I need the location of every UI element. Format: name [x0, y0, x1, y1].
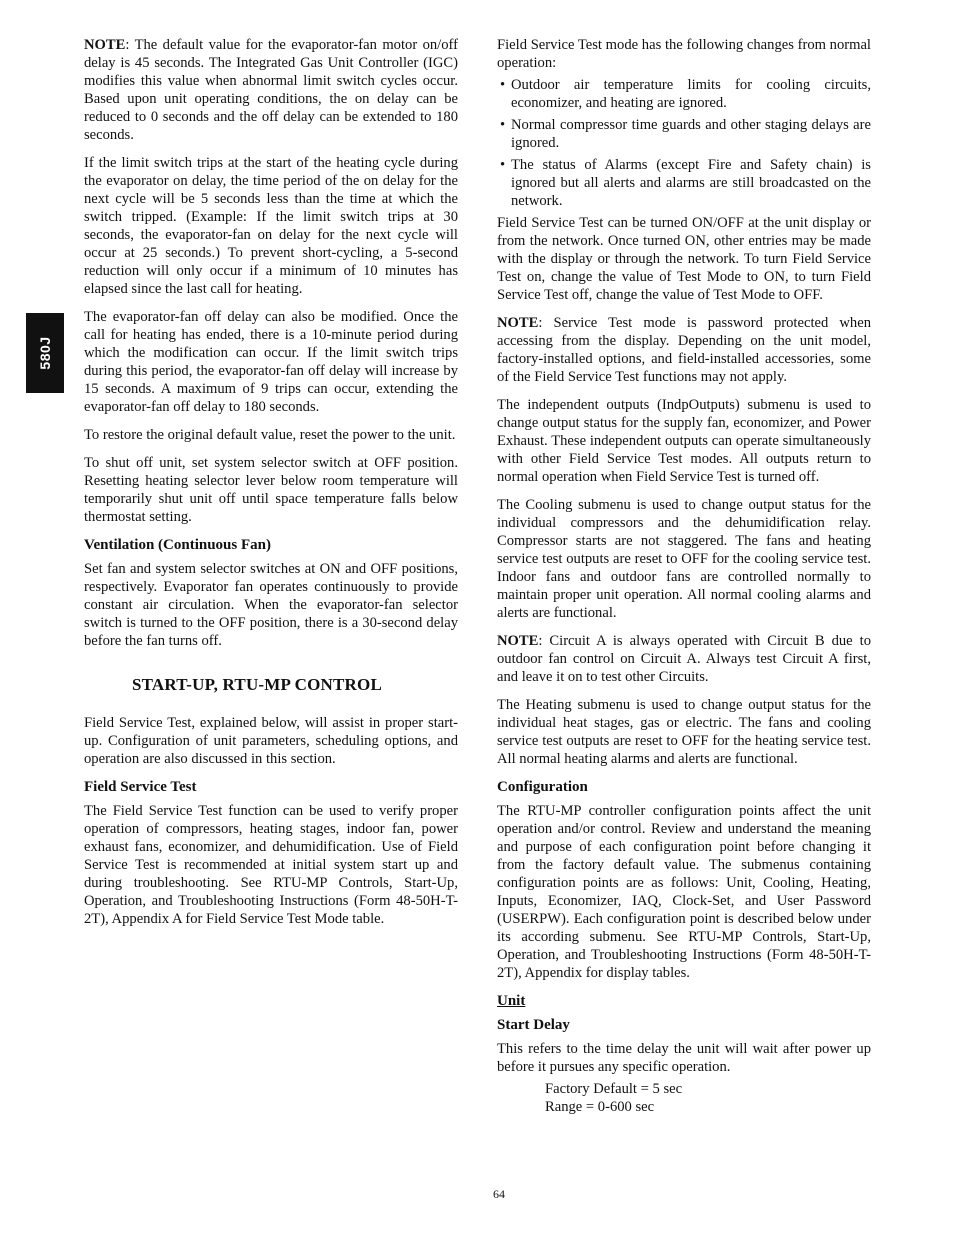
- paragraph-ventilation: Set fan and system selector switches at ON and OFF positions, respectively. Evaporator fan operates continuously to provide constant air circulation. When the evaporator-fan selector switch is turned to the OFF position, there is a 30-second delay before the fan turns off.: [84, 561, 458, 649]
- heading-start-delay: Start Delay: [497, 1017, 570, 1033]
- paragraph-cooling-submenu: The Cooling submenu is used to change output status for the individual compressors and the dehumidification relay. Compressor starts are not staggered. The fans and heating service test outputs are reset to OFF for the cooling service test. Indoor fans and outdoor fans are controlled normally to maintain proper unit operation. All normal cooling alarms and alerts are functional.: [497, 497, 871, 621]
- paragraph-independent-outputs: The independent outputs (IndpOutputs) submenu is used to change output status for the supply fan, economizer, and Power Exhaust. These independent outputs can operate simultaneously with other Field Service Test modes. All outputs return to normal operation when Field Service Test is turned off.: [497, 397, 871, 485]
- section-heading-startup: START-UP, RTU-MP CONTROL: [132, 675, 382, 694]
- heading-ventilation: Ventilation (Continuous Fan): [84, 537, 271, 553]
- heading-field-service-test: Field Service Test: [84, 779, 197, 795]
- note-evaporator-fan-delay: [84, 36, 458, 144]
- left-column: [84, 36, 458, 938]
- note-circuit-a: [497, 632, 871, 686]
- range-value: Range = 0-600 sec: [545, 1099, 655, 1115]
- note-password-protected: [497, 314, 871, 386]
- side-tab-label: 580J: [37, 336, 53, 370]
- right-column: [497, 36, 871, 1116]
- paragraph-restore-default: To restore the original default value, reset the power to the unit.: [84, 427, 456, 443]
- paragraph-limit-switch-trip: If the limit switch trips at the start of the heating cycle during the evaporator on delay, the time period of the on delay for the next cycle will be 5 seconds less than the time at which the switch tripped. (Example: If the limit switch trips at 30 seconds, the evaporator-fan on delay for the next cycle will occur at 25 seconds.) To prevent short-cycling, a 5-second reduction will only occur if a minimum of 10 minutes has elapsed since the last call for heating.: [84, 155, 458, 297]
- paragraph-start-delay: This refers to the time delay the unit will wait after power up before it pursues any specific operation.: [497, 1041, 871, 1075]
- heading-unit: Unit: [497, 993, 526, 1009]
- paragraph-field-service-test: The Field Service Test function can be used to verify proper operation of compressors, heating stages, indoor fan, power exhaust fans, economizer, and dehumidification. Use of Field Service Test is recommended at initial system start up and during troubleshooting. See RTU-MP Controls, Start-Up, Operation, and Troubleshooting Instructions (Form 48-50H-T-2T), Appendix A for Field Service Test Mode table.: [84, 803, 458, 927]
- page-number: 64: [493, 1187, 505, 1201]
- list-item: • The status of Alarms (except Fire and Safety chain) is ignored but all alerts and alarms are still broadcasted on the network.: [497, 156, 871, 210]
- paragraph-configuration: The RTU-MP controller configuration points affect the unit operation and/or control. Review and understand the meaning and purpose of each configuration point before changing it from the factory default value. The submenus containing configuration points are as follows: Unit, Cooling, Heating, Inputs, Economizer, IAQ, Clock-Set, and User Password (USERPW). Each configuration point is described below under its according submenu. See RTU-MP Controls, Start-Up, Operation, and Troubleshooting Instructions (Form 48-50H-T-2T), Appendix for display tables.: [497, 803, 871, 981]
- paragraph-shut-off-unit: To shut off unit, set system selector switch at OFF position. Resetting heating selector lever below room temperature will temporarily shut unit off until space temperature falls below thermostat setting.: [84, 455, 458, 525]
- side-tab: [26, 313, 64, 393]
- fst-changes-list: [497, 76, 871, 210]
- list-item: • Normal compressor time guards and other staging delays are ignored.: [497, 116, 871, 152]
- paragraph-fst-on-off: Field Service Test can be turned ON/OFF at the unit display or from the network. Once turned ON, other entries may be made with the display or through the network. To turn Field Service Test on, change the value of Test Mode to ON, to turn Field Service Test off, change the value of Test Mode to OFF.: [497, 215, 871, 303]
- note-text: : The default value for the evaporator-fan motor on/off delay is 45 seconds. The Integrated Gas Unit Controller (IGC) modifies this value when abnormal limit switch cycles occur. Based upon unit operating conditions, the on delay can be reduced to 0 seconds and the off delay can be extended to 180 seconds.: [84, 37, 458, 143]
- note-label: NOTE: [497, 633, 539, 649]
- heading-configuration: Configuration: [497, 779, 588, 795]
- note-label: NOTE: [84, 37, 126, 53]
- note-text: : Circuit A is always operated with Circuit B due to outdoor fan control on Circuit A. Always test Circuit A first, and leave it on to test other Circuits.: [497, 633, 871, 685]
- paragraph-heating-submenu: The Heating submenu is used to change output status for the individual heat stages, gas or electric. The fans and cooling service test outputs are reset to OFF for the heating service test. All normal heating alarms and alerts are functional.: [497, 697, 871, 767]
- list-item: • Outdoor air temperature limits for cooling circuits, economizer, and heating are ignored.: [497, 76, 871, 112]
- paragraph-startup: Field Service Test, explained below, will assist in proper start-up. Configuration of unit parameters, scheduling options, and operation are also discussed in this section.: [84, 715, 458, 767]
- note-text: : Service Test mode is password protected when accessing from the display. Depending on the unit model, factory-installed options, and field-installed accessories, some of the Field Service Test functions may not apply.: [497, 315, 871, 385]
- factory-default-value: Factory Default = 5 sec: [545, 1081, 683, 1097]
- paragraph-off-delay: The evaporator-fan off delay can also be modified. Once the call for heating has ended, there is a 10-minute period during which the modification can occur. If the limit switch trips during this period, the evaporator-fan off delay will increase by 15 seconds. A maximum of 9 trips can occur, extending the evaporator-fan off delay to 180 seconds.: [84, 309, 458, 415]
- paragraph-fst-mode-changes: Field Service Test mode has the following changes from normal operation:: [497, 37, 871, 71]
- note-label: NOTE: [497, 315, 539, 331]
